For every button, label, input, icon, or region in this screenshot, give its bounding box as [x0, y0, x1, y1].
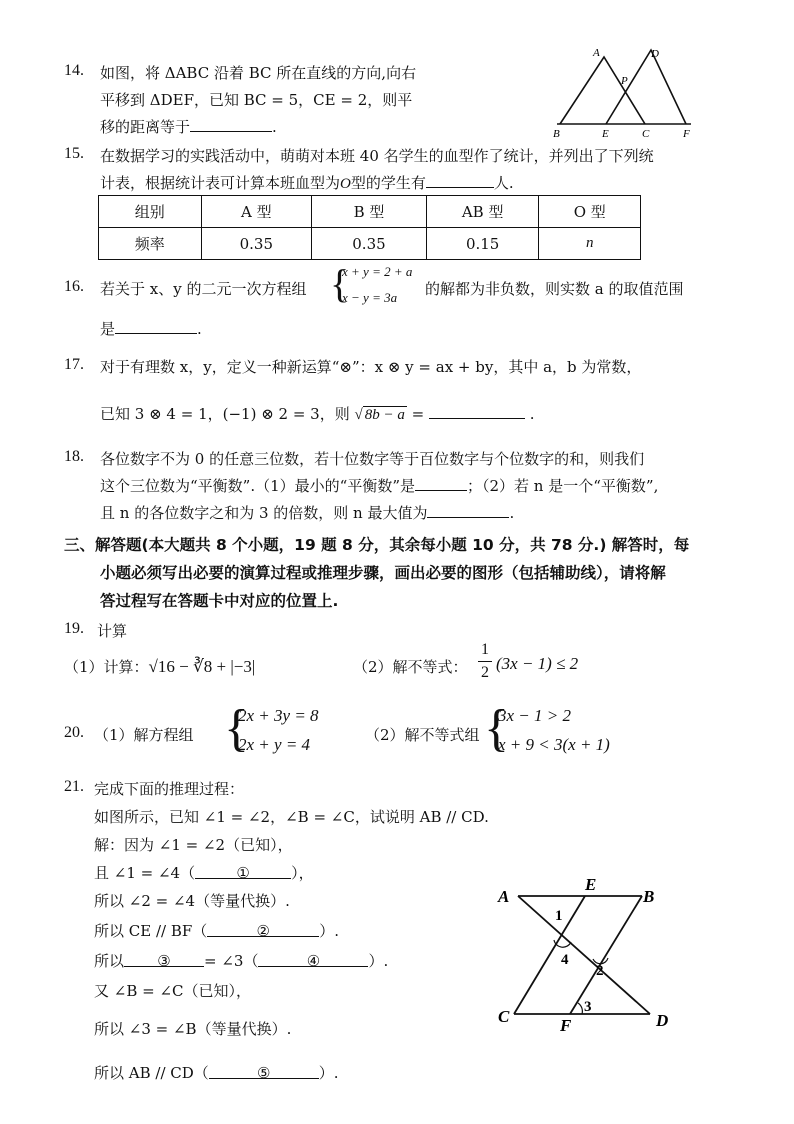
table-cell: 频率	[99, 228, 202, 260]
q18-line2	[100, 475, 658, 496]
q14-label-A: A	[593, 47, 600, 59]
q21-step4-text: 所以 CE // BF（	[94, 922, 208, 940]
q19-frac-bar	[478, 661, 492, 662]
q15-blood-table	[98, 195, 641, 260]
q15-line2c: 人.	[493, 174, 514, 192]
q14-label-C: C	[642, 128, 650, 140]
q21-figure	[490, 874, 690, 1034]
table-row	[99, 196, 641, 228]
q21-step3: 所以 ∠2 = ∠4（等量代换）.	[94, 892, 290, 910]
q14-line2: 平移到 ΔDEF，已知 BC = 5，CE = 2，则平	[100, 91, 413, 109]
q21-step2	[94, 862, 314, 883]
q21-angle-1: 1	[555, 908, 563, 924]
q21-blank-1[interactable]: ①	[195, 864, 291, 879]
q19-part1-expr: √16 − ∛8 + |−3|	[148, 657, 256, 676]
q16-eq1: x + y = 2 + a	[342, 264, 413, 279]
q21-step8	[94, 1062, 339, 1083]
q19-frac-den: 2	[481, 664, 489, 681]
q16-line2-text: 是	[100, 320, 116, 338]
q15-line2b: 型的学生有	[350, 174, 426, 192]
q21-angle-2: 2	[596, 963, 604, 979]
table-cell: 组别	[99, 196, 202, 228]
q21-step5-end: ）.	[368, 952, 389, 970]
q20-part1-label: （1）解方程组	[94, 726, 194, 744]
q14-label-E: E	[602, 128, 609, 140]
section3-line3: 答过程写在答题卡中对应的位置上.	[100, 592, 339, 610]
section3-line2: 小题必须写出必要的演算过程或推理步骤，画出必要的图形（包括辅助线），请将解	[100, 564, 666, 582]
q19-title: 计算	[97, 622, 128, 640]
q14-answer-blank[interactable]	[190, 117, 272, 132]
q15-line2a: 计表，根据统计表可计算本班血型为	[100, 174, 341, 192]
table-cell: B 型	[312, 196, 427, 228]
q14-label-D: D	[651, 48, 659, 60]
q17-line1: 对于有理数 x，y，定义一种新运算“⊗”：x ⊗ y = ax + by，其中 a，b 为常数，	[100, 358, 642, 376]
q21-angle-4: 4	[561, 952, 569, 968]
q17-line2	[100, 403, 535, 424]
q18-end: .	[509, 504, 515, 522]
q17-end: .	[529, 405, 535, 423]
q17-equals: =	[411, 405, 425, 423]
q21-angle-3: 3	[584, 999, 592, 1015]
q20-number: 20.	[64, 724, 84, 741]
q15-answer-blank[interactable]	[426, 173, 494, 188]
q20-part1-eq2: 2x + y = 4	[238, 735, 311, 754]
q21-label-C: C	[498, 1007, 510, 1026]
q20-part2-label: （2）解不等式组	[365, 726, 480, 744]
q20-part2-eq2: x + 9 < 3(x + 1)	[498, 735, 610, 754]
q16-brace: {	[330, 261, 350, 306]
q21-label-D: D	[656, 1011, 669, 1030]
q14-label-F: F	[683, 128, 690, 140]
table-row	[99, 228, 641, 260]
table-cell: 0.35	[201, 228, 312, 260]
q14-line3-text: 移的距离等于	[100, 118, 191, 136]
q15-line2	[100, 172, 514, 193]
table-cell: A 型	[201, 196, 312, 228]
table-cell: AB 型	[426, 196, 539, 228]
q21-step7: 所以 ∠3 = ∠B（等量代换）.	[94, 1020, 292, 1038]
q20-part1-eq1: 2x + 3y = 8	[238, 706, 319, 725]
q16-number: 16.	[64, 278, 84, 295]
q20-brace-2: {	[484, 700, 509, 757]
q19-number: 19.	[64, 620, 84, 637]
q20-brace-1: {	[224, 700, 249, 757]
q17-radicand: 8b − a	[364, 407, 405, 423]
q16-post: 的解都为非负数，则实数 a 的取值范围	[425, 280, 684, 298]
q21-blank-4[interactable]: ④	[258, 952, 368, 967]
q14-number: 14.	[64, 62, 84, 79]
q21-step5-text: 所以	[94, 952, 125, 970]
q18-line2b: ；（2）若 n 是一个“平衡数”,	[467, 477, 659, 495]
q21-title: 完成下面的推理过程：	[94, 780, 245, 798]
q14-line3	[100, 116, 277, 137]
q21-blank-5[interactable]: ⑤	[209, 1064, 319, 1079]
q15-o-type: O	[340, 176, 351, 192]
q21-step8-end: ）.	[318, 1064, 339, 1082]
q15-number: 15.	[64, 145, 84, 162]
q18-line1: 各位数字不为 0 的任意三位数，若十位数字等于百位数字与个位数字的和，则我们	[100, 450, 645, 468]
q21-number: 21.	[64, 778, 84, 795]
q17-answer-blank[interactable]	[429, 404, 525, 419]
q17-sqrt: √ 8b − a	[354, 407, 405, 423]
q18-line3a: 且 n 的各位数字之和为 3 的倍数，则 n 最大值为	[100, 504, 428, 522]
q21-given: 如图所示，已知 ∠1 = ∠2，∠B = ∠C，试说明 AB // CD.	[94, 808, 489, 826]
q18-line2a: 这个三位数为“平衡数”.（1）最小的“平衡数”是	[100, 477, 415, 495]
q21-step5	[94, 950, 388, 971]
table-cell: 0.15	[426, 228, 539, 260]
q21-step2-end: ），	[291, 864, 314, 882]
q18-answer-blank-2[interactable]	[427, 503, 509, 518]
q14-label-B: B	[553, 128, 560, 140]
q21-step4	[94, 920, 339, 941]
q16-end: .	[197, 320, 202, 338]
q21-step5-mid: = ∠3（	[204, 952, 259, 970]
q21-blank-3[interactable]: ③	[124, 952, 204, 967]
q17-number: 17.	[64, 356, 84, 373]
table-cell: 0.35	[312, 228, 427, 260]
q15-line1: 在数据学习的实践活动中，萌萌对本班 40 名学生的血型作了统计，并列出了下列统	[100, 147, 654, 165]
q20-part2-eq1: 3x − 1 > 2	[498, 706, 571, 725]
q21-blank-2[interactable]: ②	[207, 922, 319, 937]
q18-line3	[100, 502, 514, 523]
table-cell: n	[539, 228, 641, 260]
q19-part1-label: （1）计算：	[64, 658, 149, 676]
q18-number: 18.	[64, 448, 84, 465]
q21-label-B: B	[643, 887, 655, 906]
q19-part2-rest: (3x − 1) ≤ 2	[496, 654, 579, 673]
q14-line1: 如图，将 ΔABC 沿着 BC 所在直线的方向,向右	[100, 64, 417, 82]
q21-label-A: A	[498, 887, 510, 906]
q14-label-P: P	[621, 75, 628, 87]
q14-end: .	[272, 118, 277, 136]
q21-step8-text: 所以 AB // CD（	[94, 1064, 209, 1082]
q19-part2-label: （2）解不等式：	[353, 658, 468, 676]
q21-step2-text: 且 ∠1 = ∠4（	[94, 864, 196, 882]
q21-step4-end: ）.	[319, 922, 340, 940]
table-cell: O 型	[539, 196, 641, 228]
q16-line2	[100, 318, 202, 339]
q16-pre: 若关于 x、y 的二元一次方程组	[100, 280, 307, 298]
q19-frac-num: 1	[481, 641, 489, 658]
section3-line1: 三、解答题(本大题共 8 个小题，19 题 8 分，其余每小题 10 分，共 78 分.) 解答时，每	[64, 536, 690, 554]
q14-figure	[545, 44, 695, 140]
q16-answer-blank[interactable]	[115, 319, 197, 334]
q19-part1	[64, 656, 255, 677]
q21-label-E: E	[585, 875, 597, 894]
q21-label-F: F	[560, 1016, 572, 1034]
q21-step1: 解：因为 ∠1 = ∠2（已知），	[94, 836, 293, 854]
q16-eq2: x − y = 3a	[342, 290, 398, 305]
q17-line2a: 已知 3 ⊗ 4 = 1，(−1) ⊗ 2 = 3，则	[100, 405, 350, 423]
q21-step6: 又 ∠B = ∠C（已知），	[94, 982, 252, 1000]
q18-answer-blank-1[interactable]	[415, 476, 467, 491]
